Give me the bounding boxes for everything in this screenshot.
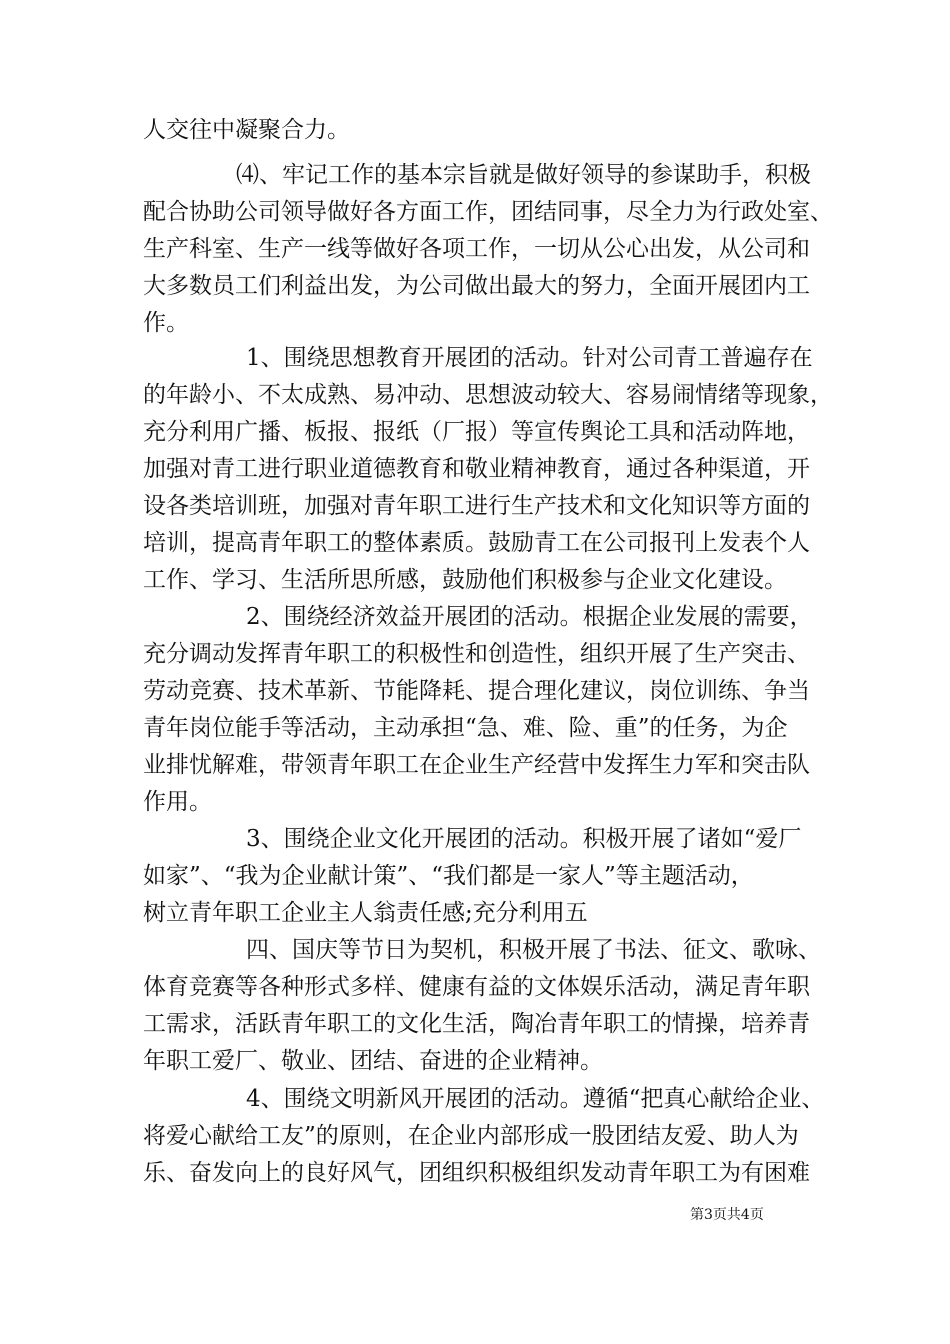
text-line: 人交往中凝聚合力。 xyxy=(143,117,350,143)
text-line: 配合协助公司领导做好各方面工作，团结同事，尽全力为行政处室、 xyxy=(143,199,833,225)
text-line: 生产科室、生产一线等做好各项工作，一切从公心出发，从公司和 xyxy=(143,236,810,262)
text-line: 工作、学习、生活所思所感，鼓励他们积极参与企业文化建设。 xyxy=(143,567,787,593)
text-line: ⑷、牢记工作的基本宗旨就是做好领导的参谋助手，积极 xyxy=(236,162,811,188)
text-line: 业排忧解难，带领青年职工在企业生产经营中发挥生力军和突击队 xyxy=(143,752,810,778)
text-line: 青年岗位能手等活动，主动承担“急、难、险、重”的任务，为企 xyxy=(143,715,788,741)
text-line: 1、围绕思想教育开展团的活动。针对公司青工普遍存在 xyxy=(246,345,813,371)
text-line: 乐、奋发向上的良好风气，团组织积极组织发动青年职工为有困难 xyxy=(143,1160,810,1186)
text-line: 作。 xyxy=(143,310,189,336)
text-line: 的年龄小、不太成熟、易冲动、思想波动较大、容易闹情绪等现象， xyxy=(143,382,833,408)
text-line: 设各类培训班，加强对青年职工进行生产技术和文化知识等方面的 xyxy=(143,493,810,519)
text-line: 加强对青工进行职业道德教育和敬业精神教育，通过各种渠道，开 xyxy=(143,456,810,482)
text-line: 培训，提高青年职工的整体素质。鼓励青工在公司报刊上发表个人 xyxy=(143,530,810,556)
text-line: 3、围绕企业文化开展团的活动。积极开展了诸如“爱厂 xyxy=(246,826,802,852)
text-line: 树立青年职工企业主人翁责任感;充分利用五 xyxy=(143,900,588,926)
text-line: 工需求，活跃青年职工的文化生活，陶冶青年职工的情操，培养青 xyxy=(143,1011,810,1037)
text-line: 作用。 xyxy=(143,789,212,815)
text-line: 年职工爱厂、敬业、团结、奋进的企业精神。 xyxy=(143,1048,603,1074)
page-number-footer: 第3页共4页 xyxy=(690,1207,764,1223)
text-line: 4、围绕文明新风开展团的活动。遵循“把真心献给企业、 xyxy=(246,1086,825,1112)
text-line: 将爱心献给工友”的原则，在企业内部形成一股团结友爱、助人为 xyxy=(143,1123,799,1149)
text-line: 2、围绕经济效益开展团的活动。根据企业发展的需要， xyxy=(246,604,813,630)
text-line: 充分利用广播、板报、报纸（厂报）等宣传舆论工具和活动阵地， xyxy=(143,419,810,445)
text-line: 大多数员工们利益出发，为公司做出最大的努力，全面开展团内工 xyxy=(143,273,810,299)
text-line: 如家”、“我为企业献计策”、“我们都是一家人”等主题活动， xyxy=(143,863,754,889)
text-line: 四、国庆等节日为契机，积极开展了书法、征文、歌咏、 xyxy=(246,937,821,963)
text-line: 劳动竞赛、技术革新、节能降耗、提合理化建议，岗位训练、争当 xyxy=(143,678,810,704)
text-line: 充分调动发挥青年职工的积极性和创造性，组织开展了生产突击、 xyxy=(143,641,810,667)
text-line: 体育竞赛等各种形式多样、健康有益的文体娱乐活动，满足青年职 xyxy=(143,974,810,1000)
